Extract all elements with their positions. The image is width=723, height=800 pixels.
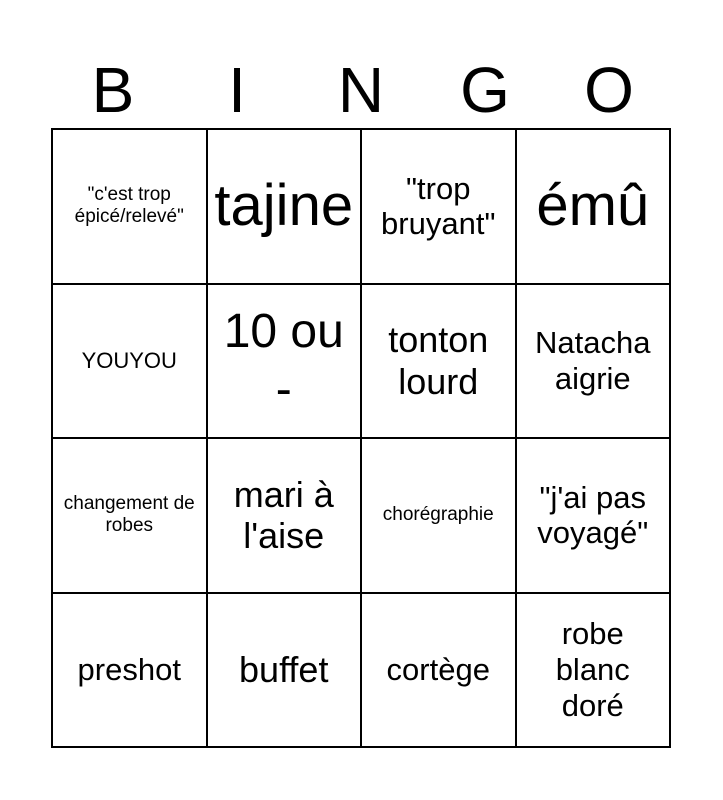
bingo-cell[interactable]: YOUYOU xyxy=(53,285,208,440)
header-letter-n: N xyxy=(337,54,385,126)
bingo-cell[interactable]: mari à l'aise xyxy=(208,439,363,594)
bingo-cell[interactable]: "trop bruyant" xyxy=(362,130,517,285)
bingo-cell[interactable]: 10 ou - xyxy=(208,285,363,440)
header-letter-g: G xyxy=(460,54,510,126)
bingo-cell[interactable]: émû xyxy=(517,130,672,285)
bingo-cell[interactable]: tonton lourd xyxy=(362,285,517,440)
header-letter-b: B xyxy=(91,54,135,126)
header-letter-o: O xyxy=(584,54,634,126)
bingo-cell[interactable]: tajine xyxy=(208,130,363,285)
bingo-cell[interactable]: Natacha aigrie xyxy=(517,285,672,440)
bingo-cell[interactable]: changement de robes xyxy=(53,439,208,594)
bingo-header xyxy=(51,52,671,128)
bingo-cell[interactable]: preshot xyxy=(53,594,208,749)
header-letter-i: I xyxy=(228,54,246,126)
bingo-cell[interactable]: chorégraphie xyxy=(362,439,517,594)
bingo-cell[interactable]: robe blanc doré xyxy=(517,594,672,749)
bingo-cell[interactable]: "j'ai pas voyagé" xyxy=(517,439,672,594)
bingo-cell[interactable]: "c'est trop épicé/relevé" xyxy=(53,130,208,285)
bingo-cell[interactable]: cortège xyxy=(362,594,517,749)
bingo-board xyxy=(51,128,671,748)
bingo-cell[interactable]: buffet xyxy=(208,594,363,749)
